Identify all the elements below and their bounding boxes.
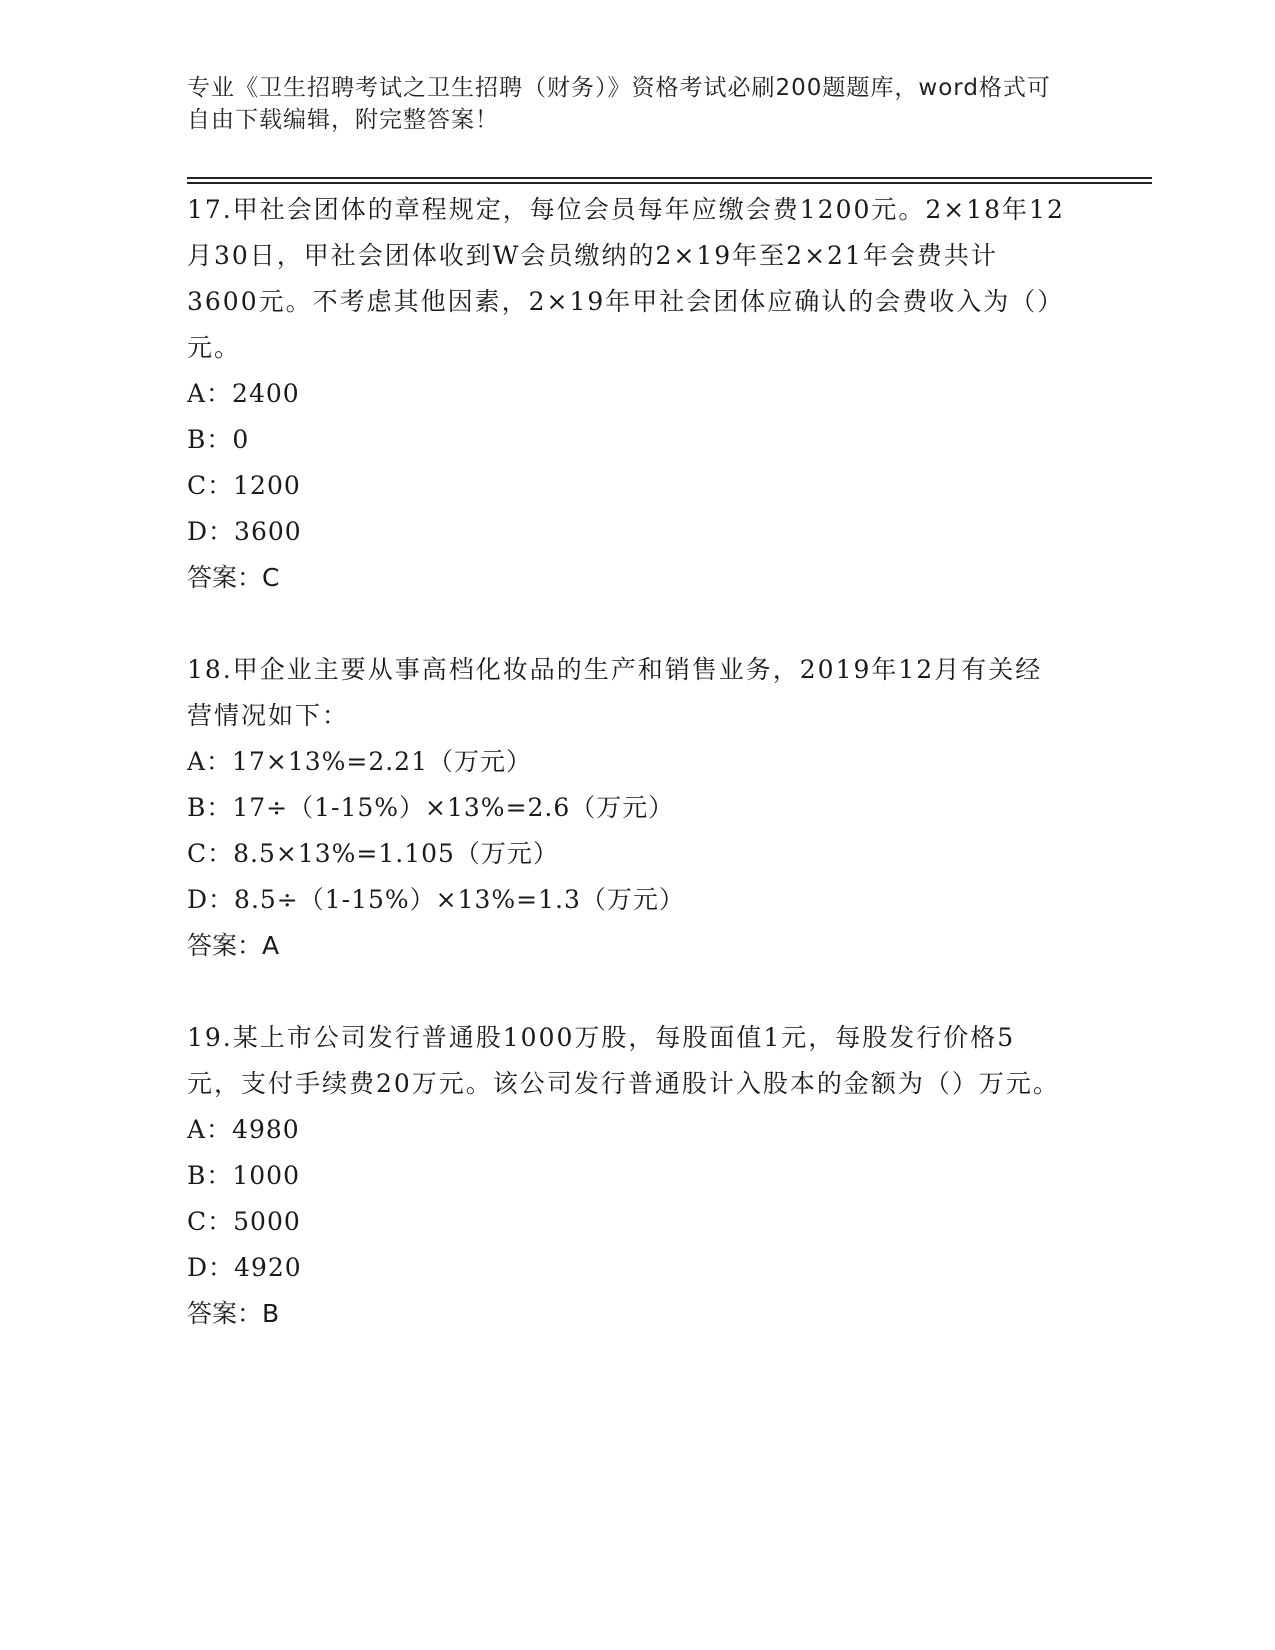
option-d: D：4920 [187,1253,302,1282]
question-stem: 17.甲社会团体的章程规定，每位会员每年应缴会费1200元。2×18年12月30日，甲社会团体收到W会员缴纳的2×19年至2×21年会费共计3600元。不考虑其他因素，2×19年甲社会团体应确认的会费收入为（）元。 [187,195,1065,362]
question-18 [187,647,1067,969]
page-header: 专业《卫生招聘考试之卫生招聘（财务）》资格考试必刷200题题库，word格式可自由下载编辑，附完整答案！ [187,75,1051,133]
question-17 [187,187,1067,601]
question-stem: 18.甲企业主要从事高档化妆品的生产和销售业务，2019年12月有关经营情况如下： [187,655,1043,730]
option-d: D：3600 [187,517,302,546]
header-rule-top [187,177,1152,179]
answer-line: 答案：A [187,931,280,960]
question-stem: 19.某上市公司发行普通股1000万股，每股面值1元，每股发行价格5元，支付手续费20万元。该公司发行普通股计入股本的金额为（）万元。 [187,1023,1060,1098]
option-a: A：2400 [187,379,300,408]
option-c: C：8.5×13%=1.105（万元） [187,839,559,868]
option-b: B：1000 [187,1161,300,1190]
question-19 [187,1015,1067,1337]
question-list [187,187,1067,1337]
option-d: D：8.5÷（1-15%）×13%=1.3（万元） [187,885,685,914]
answer-line: 答案：C [187,563,280,592]
option-b: B：17÷（1-15%）×13%=2.6（万元） [187,793,675,822]
question-spacer [187,601,1067,647]
option-a: A：17×13%=2.21（万元） [187,747,532,776]
option-a: A：4980 [187,1115,300,1144]
answer-line: 答案：B [187,1299,280,1328]
option-b: B：0 [187,425,250,454]
option-c: C：5000 [187,1207,301,1236]
option-c: C：1200 [187,471,301,500]
question-spacer [187,969,1067,1015]
header-rule-bottom [187,182,1152,184]
